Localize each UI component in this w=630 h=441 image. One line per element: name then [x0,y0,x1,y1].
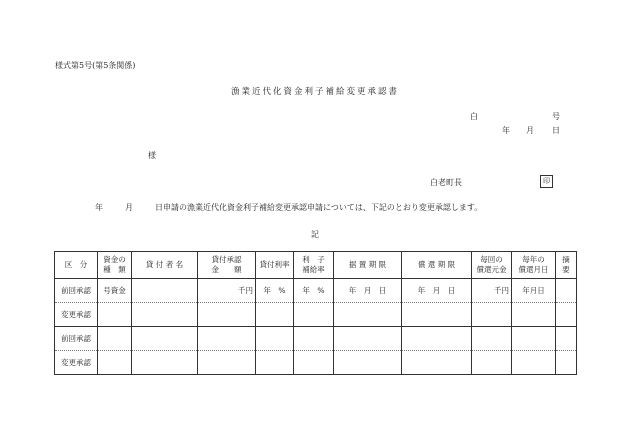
table-cell: 年 月 日 [402,279,472,303]
table-cell [402,351,472,375]
body-text: 日申請の漁業近代化資金利子補給変更承認申請については、下記のとおり変更承認します。 [155,203,483,212]
ki-heading: 記 [311,230,319,239]
table-header-cell: 貸付利率 [256,252,294,279]
table-cell [294,351,334,375]
table-cell [256,351,294,375]
table-cell [402,303,472,327]
table-header-cell: 償 還 期 限 [402,252,472,279]
table-cell: 千円 [198,279,256,303]
table-cell [472,327,512,351]
table-cell: 年月日 [512,279,556,303]
table-cell [556,351,577,375]
table-cell: 年 月 日 [334,279,402,303]
table-cell: 前回承認 [55,279,98,303]
table-cell: 号資金 [98,279,132,303]
table-cell [556,327,577,351]
table-cell [556,303,577,327]
table-cell [512,351,556,375]
body-paragraph [95,202,482,213]
recipient-honorific: 様 [148,151,156,160]
body-year: 年 [95,203,103,212]
table-header-cell: 毎年の 償還月日 [512,252,556,279]
table-cell [334,327,402,351]
date-day: 日 [552,126,560,135]
document-title: 漁業近代化資金利子補給変更承認書 [230,87,399,97]
doc-number-suffix: 号 [552,112,560,121]
table-header-row [55,252,577,279]
table-cell [402,327,472,351]
table-cell: 前回承認 [55,327,98,351]
table-cell [198,327,256,351]
form-number: 様式第5号(第5条関係) [55,61,136,70]
table-header-cell: 毎回の 償還元金 [472,252,512,279]
date-month: 月 [526,126,534,135]
table-cell [132,351,198,375]
issuer-title: 白老町長 [430,178,462,187]
table-row [55,351,577,375]
table-header-cell: 貸付承認 金 額 [198,252,256,279]
table-row [55,303,577,327]
table-cell [198,351,256,375]
table-cell [334,351,402,375]
table-cell [556,279,577,303]
table-cell: 千円 [472,279,512,303]
table-cell [512,327,556,351]
table-header-cell: 区 分 [55,252,98,279]
table-row [55,279,577,303]
table-cell [132,327,198,351]
table-row [55,327,577,351]
table-cell: 変更承認 [55,351,98,375]
table-cell [472,351,512,375]
table-cell: 年 % [294,279,334,303]
seal-mark: 印 [540,175,553,188]
body-month: 月 [125,203,133,212]
table-cell [132,279,198,303]
table-cell [256,303,294,327]
table-header-cell: 貸 付 者 名 [132,252,198,279]
table-cell [98,327,132,351]
date-year: 年 [502,126,510,135]
table-cell [198,303,256,327]
doc-number-prefix: 白 [470,112,478,121]
table-cell [98,303,132,327]
table-cell: 年 % [256,279,294,303]
table-cell [334,303,402,327]
table-cell [98,351,132,375]
table-header-cell: 摘 要 [556,252,577,279]
table-header-cell: 資金の 種 類 [98,252,132,279]
approval-table [54,251,577,375]
table-cell [294,327,334,351]
table-header-cell: 利 子 補給率 [294,252,334,279]
table-cell: 変更承認 [55,303,98,327]
table-cell [512,303,556,327]
table-cell [294,303,334,327]
table-cell [132,303,198,327]
table-cell [472,303,512,327]
table-header-cell: 据 置 期 限 [334,252,402,279]
table-cell [256,327,294,351]
